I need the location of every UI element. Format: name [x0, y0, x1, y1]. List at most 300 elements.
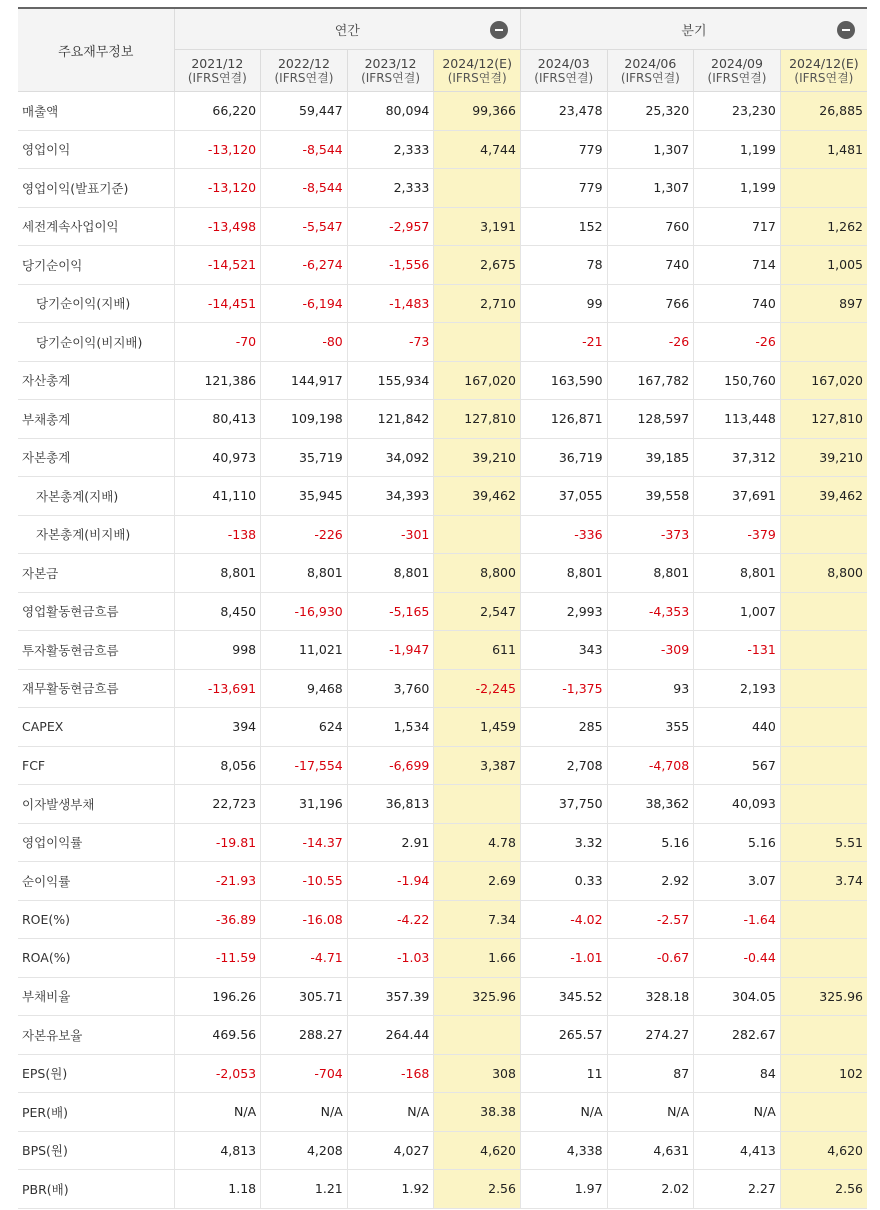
table-cell: 4,744: [434, 130, 521, 169]
table-cell: 167,020: [780, 361, 867, 400]
table-cell: -1.94: [347, 862, 434, 901]
table-cell: 2.92: [607, 862, 694, 901]
table-header: [18, 8, 867, 92]
table-cell: -4.02: [520, 900, 607, 939]
table-cell: 152: [520, 207, 607, 246]
table-row: [18, 130, 867, 169]
table-cell: 37,750: [520, 785, 607, 824]
table-row: [18, 977, 867, 1016]
table-cell: 25,320: [607, 92, 694, 131]
table-title: 주요재무정보: [18, 8, 174, 92]
table-cell: 40,093: [694, 785, 781, 824]
table-cell: [780, 939, 867, 978]
table-cell: 345.52: [520, 977, 607, 1016]
period-date: 2022/12: [277, 56, 330, 71]
period-basis: (IFRS연결): [794, 71, 854, 85]
table-cell: 7.34: [434, 900, 521, 939]
table-cell: 196.26: [174, 977, 261, 1016]
row-label: 자본총계(비지배): [18, 515, 174, 554]
table-cell: 39,462: [780, 477, 867, 516]
table-cell: -301: [347, 515, 434, 554]
table-row: [18, 900, 867, 939]
table-cell: 99: [520, 284, 607, 323]
row-label: 재무활동현금흐름: [18, 669, 174, 708]
table-row: [18, 1131, 867, 1170]
table-cell: -17,554: [261, 746, 348, 785]
table-cell: 99,366: [434, 92, 521, 131]
table-cell: 34,393: [347, 477, 434, 516]
table-cell: 343: [520, 631, 607, 670]
table-cell: 39,210: [780, 438, 867, 477]
table-cell: -21.93: [174, 862, 261, 901]
table-cell: 3.32: [520, 823, 607, 862]
table-cell: 127,810: [780, 400, 867, 439]
table-cell: [780, 900, 867, 939]
table-cell: 36,719: [520, 438, 607, 477]
period-date: 2024/12(E): [789, 56, 859, 71]
table-cell: 31,196: [261, 785, 348, 824]
table-cell: -1,483: [347, 284, 434, 323]
annual-group-label: 연간: [334, 24, 360, 39]
table-cell: -2,957: [347, 207, 434, 246]
table-cell: 80,094: [347, 92, 434, 131]
table-cell: [780, 785, 867, 824]
table-cell: 274.27: [607, 1016, 694, 1055]
period-basis: (IFRS연결): [361, 71, 421, 85]
row-label: 세전계속사업이익: [18, 207, 174, 246]
table-row: [18, 1054, 867, 1093]
table-cell: 5.51: [780, 823, 867, 862]
table-cell: 11: [520, 1054, 607, 1093]
table-cell: [780, 669, 867, 708]
table-cell: 779: [520, 169, 607, 208]
table-cell: -2,245: [434, 669, 521, 708]
table-cell: 304.05: [694, 977, 781, 1016]
table-cell: -21: [520, 323, 607, 362]
table-cell: 128,597: [607, 400, 694, 439]
table-cell: 611: [434, 631, 521, 670]
table-cell: -13,120: [174, 130, 261, 169]
table-cell: -19.81: [174, 823, 261, 862]
table-cell: N/A: [174, 1093, 261, 1132]
table-cell: -36.89: [174, 900, 261, 939]
table-cell: 1.21: [261, 1170, 348, 1209]
table-cell: [780, 323, 867, 362]
table-cell: 8,801: [174, 554, 261, 593]
table-cell: 308: [434, 1054, 521, 1093]
row-label: CAPEX: [18, 708, 174, 747]
table-cell: -13,691: [174, 669, 261, 708]
table-cell: -131: [694, 631, 781, 670]
table-cell: [780, 746, 867, 785]
table-cell: 2.27: [694, 1170, 781, 1209]
table-cell: 4,208: [261, 1131, 348, 1170]
table-cell: 469.56: [174, 1016, 261, 1055]
table-cell: [434, 323, 521, 362]
table-cell: -8,544: [261, 169, 348, 208]
row-label: 투자활동현금흐름: [18, 631, 174, 670]
table-cell: 2.56: [780, 1170, 867, 1209]
table-cell: 2,710: [434, 284, 521, 323]
table-cell: -379: [694, 515, 781, 554]
table-cell: 288.27: [261, 1016, 348, 1055]
row-label: 영업이익: [18, 130, 174, 169]
table-row: [18, 284, 867, 323]
table-cell: -26: [607, 323, 694, 362]
table-cell: -5,547: [261, 207, 348, 246]
table-cell: 38,362: [607, 785, 694, 824]
table-cell: 1,481: [780, 130, 867, 169]
table-cell: 3,387: [434, 746, 521, 785]
table-cell: 4,620: [434, 1131, 521, 1170]
table-cell: -16,930: [261, 592, 348, 631]
period-header-7: [780, 50, 867, 92]
table-cell: [780, 1093, 867, 1132]
row-label: 자본유보율: [18, 1016, 174, 1055]
table-cell: -14,521: [174, 246, 261, 285]
table-cell: 1,534: [347, 708, 434, 747]
table-cell: -2.57: [607, 900, 694, 939]
row-label: PBR(배): [18, 1170, 174, 1209]
table-cell: [434, 169, 521, 208]
table-cell: -4,353: [607, 592, 694, 631]
table-cell: 1,262: [780, 207, 867, 246]
row-label: 영업이익(발표기준): [18, 169, 174, 208]
table-cell: 8,801: [520, 554, 607, 593]
table-cell: 41,110: [174, 477, 261, 516]
table-cell: 4,027: [347, 1131, 434, 1170]
table-cell: [434, 515, 521, 554]
table-cell: 78: [520, 246, 607, 285]
table-cell: 2,333: [347, 169, 434, 208]
table-row: [18, 323, 867, 362]
table-row: [18, 438, 867, 477]
table-cell: 285: [520, 708, 607, 747]
table-row: [18, 708, 867, 747]
table-cell: 5.16: [607, 823, 694, 862]
table-cell: 1,005: [780, 246, 867, 285]
table-cell: 1,007: [694, 592, 781, 631]
row-label: PER(배): [18, 1093, 174, 1132]
table-cell: 740: [694, 284, 781, 323]
row-label: 자산총계: [18, 361, 174, 400]
table-cell: 1,459: [434, 708, 521, 747]
period-date: 2023/12: [364, 56, 417, 71]
table-cell: 325.96: [434, 977, 521, 1016]
table-cell: 167,020: [434, 361, 521, 400]
table-cell: 2,547: [434, 592, 521, 631]
table-cell: -1.01: [520, 939, 607, 978]
table-cell: -704: [261, 1054, 348, 1093]
table-cell: 102: [780, 1054, 867, 1093]
table-cell: 150,760: [694, 361, 781, 400]
table-row: [18, 477, 867, 516]
table-cell: 109,198: [261, 400, 348, 439]
table-cell: 80,413: [174, 400, 261, 439]
table-cell: 4,338: [520, 1131, 607, 1170]
table-cell: 897: [780, 284, 867, 323]
table-cell: 2,993: [520, 592, 607, 631]
table-cell: 36,813: [347, 785, 434, 824]
table-cell: -14,451: [174, 284, 261, 323]
table-cell: 23,478: [520, 92, 607, 131]
table-cell: 155,934: [347, 361, 434, 400]
period-header-4: [520, 50, 607, 92]
table-cell: 328.18: [607, 977, 694, 1016]
table-cell: 714: [694, 246, 781, 285]
table-cell: 1.18: [174, 1170, 261, 1209]
table-cell: -8,544: [261, 130, 348, 169]
table-row: [18, 823, 867, 862]
period-date: 2024/12(E): [442, 56, 512, 71]
table-cell: -1,947: [347, 631, 434, 670]
table-cell: 40,973: [174, 438, 261, 477]
quarter-group-header: [520, 8, 867, 50]
table-cell: 4,620: [780, 1131, 867, 1170]
period-date: 2021/12: [191, 56, 244, 71]
table-cell: [780, 708, 867, 747]
table-cell: -6,699: [347, 746, 434, 785]
financial-summary-panel: [18, 7, 867, 1209]
table-cell: 3,760: [347, 669, 434, 708]
period-header-5: [607, 50, 694, 92]
table-cell: 3.74: [780, 862, 867, 901]
period-basis: (IFRS연결): [534, 71, 594, 85]
collapse-annual-icon[interactable]: [490, 21, 508, 39]
period-header-1: [261, 50, 348, 92]
table-cell: 1,199: [694, 169, 781, 208]
table-cell: 35,945: [261, 477, 348, 516]
table-cell: [780, 631, 867, 670]
table-cell: 8,801: [261, 554, 348, 593]
table-row: [18, 92, 867, 131]
row-label: 영업활동현금흐름: [18, 592, 174, 631]
period-basis: (IFRS연결): [187, 71, 247, 85]
table-cell: 3,191: [434, 207, 521, 246]
table-cell: 127,810: [434, 400, 521, 439]
table-body: [18, 92, 867, 1209]
table-cell: 8,801: [347, 554, 434, 593]
table-cell: 126,871: [520, 400, 607, 439]
table-cell: 357.39: [347, 977, 434, 1016]
table-cell: 5.16: [694, 823, 781, 862]
table-cell: 163,590: [520, 361, 607, 400]
table-cell: 264.44: [347, 1016, 434, 1055]
table-cell: 624: [261, 708, 348, 747]
table-cell: 4,813: [174, 1131, 261, 1170]
table-cell: 2,708: [520, 746, 607, 785]
table-cell: 717: [694, 207, 781, 246]
table-cell: -14.37: [261, 823, 348, 862]
table-row: [18, 554, 867, 593]
quarter-group-label: 분기: [681, 24, 707, 39]
table-cell: 1,199: [694, 130, 781, 169]
table-cell: -4.22: [347, 900, 434, 939]
row-label: 순이익률: [18, 862, 174, 901]
period-basis: (IFRS연결): [620, 71, 680, 85]
collapse-quarter-icon[interactable]: [837, 21, 855, 39]
table-cell: 8,801: [694, 554, 781, 593]
table-cell: N/A: [607, 1093, 694, 1132]
row-label: ROA(%): [18, 939, 174, 978]
table-cell: 2,675: [434, 246, 521, 285]
table-cell: 22,723: [174, 785, 261, 824]
table-cell: [780, 515, 867, 554]
table-cell: -1.03: [347, 939, 434, 978]
table-cell: 4.78: [434, 823, 521, 862]
table-row: [18, 169, 867, 208]
table-row: [18, 1093, 867, 1132]
table-cell: 34,092: [347, 438, 434, 477]
row-label: 자본총계(지배): [18, 477, 174, 516]
table-row: [18, 207, 867, 246]
period-basis: (IFRS연결): [274, 71, 334, 85]
table-cell: 38.38: [434, 1093, 521, 1132]
table-cell: 23,230: [694, 92, 781, 131]
table-cell: N/A: [347, 1093, 434, 1132]
table-cell: -13,498: [174, 207, 261, 246]
table-cell: 2.02: [607, 1170, 694, 1209]
table-cell: -11.59: [174, 939, 261, 978]
row-label: 자본총계: [18, 438, 174, 477]
period-header-0: [174, 50, 261, 92]
table-cell: 8,056: [174, 746, 261, 785]
row-label: EPS(원): [18, 1054, 174, 1093]
period-date: 2024/03: [537, 56, 590, 71]
table-cell: -0.67: [607, 939, 694, 978]
table-cell: 35,719: [261, 438, 348, 477]
table-row: [18, 400, 867, 439]
table-cell: [434, 785, 521, 824]
row-label: 당기순이익: [18, 246, 174, 285]
table-cell: [434, 1016, 521, 1055]
table-cell: 305.71: [261, 977, 348, 1016]
table-cell: 167,782: [607, 361, 694, 400]
table-row: [18, 1170, 867, 1209]
table-cell: -1,556: [347, 246, 434, 285]
table-cell: -4,708: [607, 746, 694, 785]
table-cell: 39,210: [434, 438, 521, 477]
table-cell: -70: [174, 323, 261, 362]
table-cell: 39,462: [434, 477, 521, 516]
table-cell: -309: [607, 631, 694, 670]
table-cell: 37,055: [520, 477, 607, 516]
row-label: BPS(원): [18, 1131, 174, 1170]
table-cell: 121,386: [174, 361, 261, 400]
table-row: [18, 785, 867, 824]
table-cell: -0.44: [694, 939, 781, 978]
table-cell: 9,468: [261, 669, 348, 708]
annual-group-header: [174, 8, 520, 50]
table-cell: -13,120: [174, 169, 261, 208]
table-cell: 1,307: [607, 130, 694, 169]
table-cell: N/A: [261, 1093, 348, 1132]
table-cell: 8,450: [174, 592, 261, 631]
row-label: 자본금: [18, 554, 174, 593]
table-cell: -168: [347, 1054, 434, 1093]
table-row: [18, 862, 867, 901]
table-cell: -336: [520, 515, 607, 554]
table-row: [18, 669, 867, 708]
table-cell: 121,842: [347, 400, 434, 439]
table-cell: -10.55: [261, 862, 348, 901]
table-cell: 760: [607, 207, 694, 246]
table-cell: N/A: [520, 1093, 607, 1132]
table-cell: 26,885: [780, 92, 867, 131]
table-cell: -226: [261, 515, 348, 554]
table-cell: 11,021: [261, 631, 348, 670]
period-basis: (IFRS연결): [447, 71, 507, 85]
table-cell: 740: [607, 246, 694, 285]
table-cell: 355: [607, 708, 694, 747]
table-cell: [780, 1016, 867, 1055]
table-cell: 0.33: [520, 862, 607, 901]
table-cell: 282.67: [694, 1016, 781, 1055]
table-cell: -1.64: [694, 900, 781, 939]
table-cell: 394: [174, 708, 261, 747]
table-cell: -73: [347, 323, 434, 362]
period-date: 2024/06: [624, 56, 677, 71]
table-cell: 37,691: [694, 477, 781, 516]
table-row: [18, 515, 867, 554]
table-cell: 66,220: [174, 92, 261, 131]
table-cell: 2,193: [694, 669, 781, 708]
table-cell: 39,185: [607, 438, 694, 477]
period-header-3: [434, 50, 521, 92]
table-cell: 440: [694, 708, 781, 747]
table-cell: 3.07: [694, 862, 781, 901]
period-basis: (IFRS연결): [707, 71, 767, 85]
row-label: 당기순이익(지배): [18, 284, 174, 323]
period-header-2: [347, 50, 434, 92]
table-cell: -80: [261, 323, 348, 362]
table-cell: -2,053: [174, 1054, 261, 1093]
table-row: [18, 746, 867, 785]
table-row: [18, 1016, 867, 1055]
table-cell: -1,375: [520, 669, 607, 708]
table-cell: 998: [174, 631, 261, 670]
table-cell: 59,447: [261, 92, 348, 131]
table-cell: 1,307: [607, 169, 694, 208]
row-label: 부채비율: [18, 977, 174, 1016]
table-cell: 2,333: [347, 130, 434, 169]
row-label: 부채총계: [18, 400, 174, 439]
row-label: 영업이익률: [18, 823, 174, 862]
table-cell: -373: [607, 515, 694, 554]
table-cell: 87: [607, 1054, 694, 1093]
table-cell: 265.57: [520, 1016, 607, 1055]
table-cell: [780, 169, 867, 208]
table-row: [18, 631, 867, 670]
table-row: [18, 361, 867, 400]
table-cell: -5,165: [347, 592, 434, 631]
table-cell: 2.56: [434, 1170, 521, 1209]
table-cell: -16.08: [261, 900, 348, 939]
table-cell: -6,274: [261, 246, 348, 285]
table-cell: 144,917: [261, 361, 348, 400]
table-cell: -138: [174, 515, 261, 554]
table-cell: -4.71: [261, 939, 348, 978]
table-cell: 2.69: [434, 862, 521, 901]
table-cell: 8,800: [780, 554, 867, 593]
table-row: [18, 246, 867, 285]
table-cell: 8,800: [434, 554, 521, 593]
table-cell: 2.91: [347, 823, 434, 862]
row-label: 이자발생부채: [18, 785, 174, 824]
table-cell: 113,448: [694, 400, 781, 439]
row-label: FCF: [18, 746, 174, 785]
table-cell: 1.92: [347, 1170, 434, 1209]
